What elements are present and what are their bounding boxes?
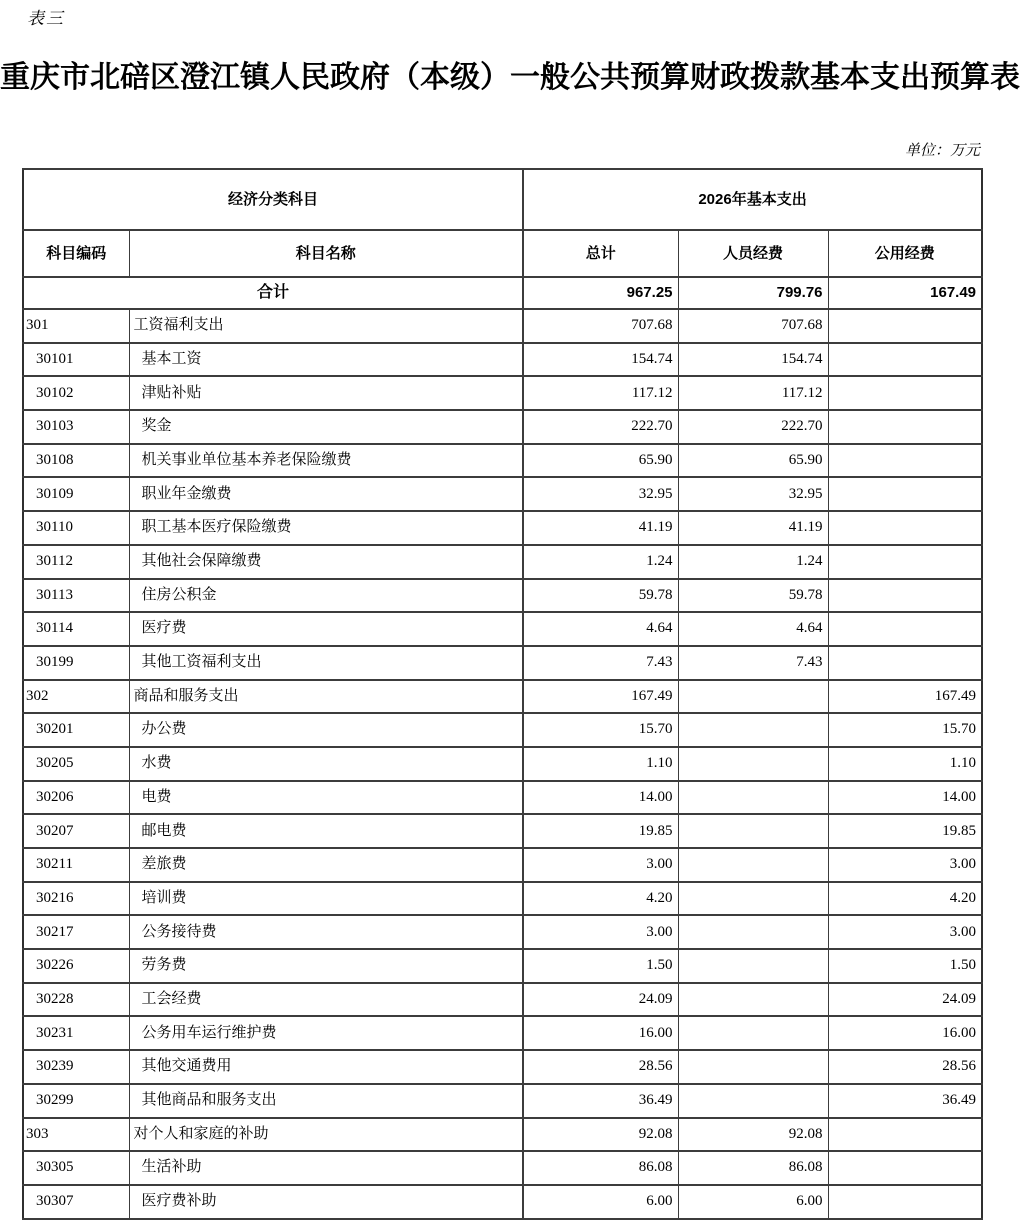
public-value-cell	[828, 1118, 982, 1152]
total-value-cell: 59.78	[523, 579, 678, 613]
subject-name-cell: 公务接待费	[129, 915, 523, 949]
subject-code-cell: 30201	[23, 713, 129, 747]
public-value-cell	[828, 545, 982, 579]
personnel-value-cell	[678, 848, 828, 882]
public-value-cell	[828, 376, 982, 410]
subject-code-cell: 30307	[23, 1185, 129, 1219]
public-value-cell: 14.00	[828, 781, 982, 815]
subject-code-cell: 301	[23, 309, 129, 343]
subject-name-cell: 差旅费	[129, 848, 523, 882]
page-title: 重庆市北碚区澄江镇人民政府（本级）一般公共预算财政拨款基本支出预算表	[0, 61, 1020, 94]
total-value-cell: 41.19	[523, 511, 678, 545]
subject-code-cell: 30109	[23, 477, 129, 511]
subject-code-cell: 30110	[23, 511, 129, 545]
subject-name-cell: 电费	[129, 781, 523, 815]
table-row	[23, 882, 982, 916]
subject-name-cell: 医疗费	[129, 612, 523, 646]
personnel-value-cell: 7.43	[678, 646, 828, 680]
subject-name-cell: 基本工资	[129, 343, 523, 377]
total-value-cell: 1.24	[523, 545, 678, 579]
subject-name-cell: 津贴补贴	[129, 376, 523, 410]
public-value-cell: 28.56	[828, 1050, 982, 1084]
total-value-cell: 19.85	[523, 814, 678, 848]
personnel-value-cell: 6.00	[678, 1185, 828, 1219]
personnel-value-cell: 86.08	[678, 1151, 828, 1185]
subject-name-cell: 其他工资福利支出	[129, 646, 523, 680]
table-row	[23, 1151, 982, 1185]
total-value-cell: 16.00	[523, 1016, 678, 1050]
total-value-cell: 4.20	[523, 882, 678, 916]
subject-name-cell: 机关事业单位基本养老保险缴费	[129, 444, 523, 478]
subject-name-cell: 水费	[129, 747, 523, 781]
public-value-cell: 1.50	[828, 949, 982, 983]
table-row	[23, 376, 982, 410]
public-value-cell	[828, 1151, 982, 1185]
total-value-cell: 117.12	[523, 376, 678, 410]
subject-name-cell: 其他商品和服务支出	[129, 1084, 523, 1118]
personnel-value-cell	[678, 781, 828, 815]
table-row	[23, 1050, 982, 1084]
public-value-cell: 1.10	[828, 747, 982, 781]
total-value-cell: 15.70	[523, 713, 678, 747]
subject-code-cell: 30231	[23, 1016, 129, 1050]
subject-name-cell: 工资福利支出	[129, 309, 523, 343]
personnel-value-cell: 117.12	[678, 376, 828, 410]
personnel-value-cell	[678, 1050, 828, 1084]
subject-code-cell: 30199	[23, 646, 129, 680]
subject-code-cell: 30113	[23, 579, 129, 613]
personnel-value-cell	[678, 915, 828, 949]
public-value-cell	[828, 477, 982, 511]
budget-table	[22, 168, 983, 1220]
public-value-cell: 3.00	[828, 848, 982, 882]
public-value-cell	[828, 410, 982, 444]
total-value-cell: 65.90	[523, 444, 678, 478]
public-value-cell	[828, 444, 982, 478]
personnel-value-cell	[678, 983, 828, 1017]
public-value-cell	[828, 511, 982, 545]
total-value-cell: 154.74	[523, 343, 678, 377]
personnel-value-cell: 59.78	[678, 579, 828, 613]
personnel-value-cell: 222.70	[678, 410, 828, 444]
table-row	[23, 1016, 982, 1050]
total-value-cell: 4.64	[523, 612, 678, 646]
public-value-cell: 4.20	[828, 882, 982, 916]
header-columns-row	[23, 230, 982, 277]
subject-code-cell: 30211	[23, 848, 129, 882]
sheet-number-label: 表三	[27, 9, 65, 28]
grand-total-total-value: 967.25	[523, 277, 678, 309]
column-header-subject-code: 科目编码	[23, 230, 129, 277]
subject-code-cell: 30103	[23, 410, 129, 444]
header-group-row	[23, 169, 982, 230]
public-value-cell	[828, 646, 982, 680]
table-row	[23, 848, 982, 882]
total-value-cell: 86.08	[523, 1151, 678, 1185]
subject-name-cell: 医疗费补助	[129, 1185, 523, 1219]
column-header-total: 总计	[523, 230, 678, 277]
subject-name-cell: 商品和服务支出	[129, 680, 523, 714]
total-value-cell: 28.56	[523, 1050, 678, 1084]
table-header	[23, 169, 982, 277]
total-value-cell: 1.50	[523, 949, 678, 983]
total-value-cell: 6.00	[523, 1185, 678, 1219]
personnel-value-cell: 1.24	[678, 545, 828, 579]
personnel-value-cell	[678, 680, 828, 714]
public-value-cell	[828, 343, 982, 377]
personnel-value-cell: 92.08	[678, 1118, 828, 1152]
grand-total-public-value: 167.49	[828, 277, 982, 309]
subject-name-cell: 办公费	[129, 713, 523, 747]
total-value-cell: 3.00	[523, 848, 678, 882]
grand-total-row	[23, 277, 982, 309]
table-row	[23, 781, 982, 815]
subject-code-cell: 30299	[23, 1084, 129, 1118]
header-2026-basic-expenditure: 2026年基本支出	[523, 169, 982, 230]
subject-name-cell: 奖金	[129, 410, 523, 444]
public-value-cell: 19.85	[828, 814, 982, 848]
subject-name-cell: 生活补助	[129, 1151, 523, 1185]
subject-name-cell: 职工基本医疗保险缴费	[129, 511, 523, 545]
subject-name-cell: 住房公积金	[129, 579, 523, 613]
subject-code-cell: 30217	[23, 915, 129, 949]
personnel-value-cell	[678, 747, 828, 781]
column-header-public-funds: 公用经费	[828, 230, 982, 277]
table-row	[23, 1118, 982, 1152]
table-row	[23, 646, 982, 680]
personnel-value-cell: 154.74	[678, 343, 828, 377]
table-body	[23, 309, 982, 1219]
table-row	[23, 511, 982, 545]
column-header-personnel-funds: 人员经费	[678, 230, 828, 277]
personnel-value-cell: 65.90	[678, 444, 828, 478]
personnel-value-cell: 41.19	[678, 511, 828, 545]
table-row	[23, 983, 982, 1017]
personnel-value-cell	[678, 713, 828, 747]
subject-code-cell: 30112	[23, 545, 129, 579]
total-value-cell: 222.70	[523, 410, 678, 444]
table-row	[23, 1084, 982, 1118]
subject-code-cell: 30108	[23, 444, 129, 478]
subject-name-cell: 其他交通费用	[129, 1050, 523, 1084]
subject-code-cell: 30206	[23, 781, 129, 815]
column-header-subject-name: 科目名称	[129, 230, 523, 277]
personnel-value-cell: 32.95	[678, 477, 828, 511]
unit-label: 单位：万元	[904, 143, 980, 159]
total-value-cell: 167.49	[523, 680, 678, 714]
public-value-cell: 36.49	[828, 1084, 982, 1118]
personnel-value-cell	[678, 949, 828, 983]
table-row	[23, 477, 982, 511]
subject-code-cell: 30101	[23, 343, 129, 377]
table-row	[23, 579, 982, 613]
personnel-value-cell	[678, 1016, 828, 1050]
subject-code-cell: 303	[23, 1118, 129, 1152]
table-row	[23, 1185, 982, 1219]
total-value-cell: 14.00	[523, 781, 678, 815]
public-value-cell: 16.00	[828, 1016, 982, 1050]
total-value-cell: 36.49	[523, 1084, 678, 1118]
personnel-value-cell	[678, 882, 828, 916]
total-value-cell: 7.43	[523, 646, 678, 680]
subject-name-cell: 对个人和家庭的补助	[129, 1118, 523, 1152]
public-value-cell	[828, 579, 982, 613]
table-row	[23, 309, 982, 343]
subject-code-cell: 30239	[23, 1050, 129, 1084]
subject-code-cell: 30102	[23, 376, 129, 410]
total-value-cell: 707.68	[523, 309, 678, 343]
subject-code-cell: 302	[23, 680, 129, 714]
subject-code-cell: 30216	[23, 882, 129, 916]
subject-code-cell: 30226	[23, 949, 129, 983]
public-value-cell	[828, 309, 982, 343]
public-value-cell: 167.49	[828, 680, 982, 714]
subject-code-cell: 30228	[23, 983, 129, 1017]
grand-total-personnel-value: 799.76	[678, 277, 828, 309]
total-value-cell: 3.00	[523, 915, 678, 949]
subject-name-cell: 劳务费	[129, 949, 523, 983]
header-economic-classification: 经济分类科目	[23, 169, 523, 230]
subject-name-cell: 职业年金缴费	[129, 477, 523, 511]
subject-code-cell: 30305	[23, 1151, 129, 1185]
table-row	[23, 444, 982, 478]
subject-name-cell: 其他社会保障缴费	[129, 545, 523, 579]
table-row	[23, 410, 982, 444]
subject-name-cell: 培训费	[129, 882, 523, 916]
public-value-cell: 15.70	[828, 713, 982, 747]
subject-name-cell: 公务用车运行维护费	[129, 1016, 523, 1050]
public-value-cell	[828, 612, 982, 646]
subject-code-cell: 30205	[23, 747, 129, 781]
table-row	[23, 343, 982, 377]
total-value-cell: 32.95	[523, 477, 678, 511]
total-value-cell: 1.10	[523, 747, 678, 781]
subject-name-cell: 工会经费	[129, 983, 523, 1017]
public-value-cell: 24.09	[828, 983, 982, 1017]
table-row	[23, 915, 982, 949]
personnel-value-cell	[678, 814, 828, 848]
grand-total-label: 合计	[23, 277, 523, 309]
personnel-value-cell	[678, 1084, 828, 1118]
personnel-value-cell: 707.68	[678, 309, 828, 343]
subject-code-cell: 30114	[23, 612, 129, 646]
total-value-cell: 92.08	[523, 1118, 678, 1152]
public-value-cell: 3.00	[828, 915, 982, 949]
table-row	[23, 612, 982, 646]
table-row	[23, 545, 982, 579]
public-value-cell	[828, 1185, 982, 1219]
subject-code-cell: 30207	[23, 814, 129, 848]
total-value-cell: 24.09	[523, 983, 678, 1017]
table-row	[23, 713, 982, 747]
table-row	[23, 747, 982, 781]
table-row	[23, 814, 982, 848]
table-row	[23, 949, 982, 983]
subject-name-cell: 邮电费	[129, 814, 523, 848]
table-row	[23, 680, 982, 714]
personnel-value-cell: 4.64	[678, 612, 828, 646]
